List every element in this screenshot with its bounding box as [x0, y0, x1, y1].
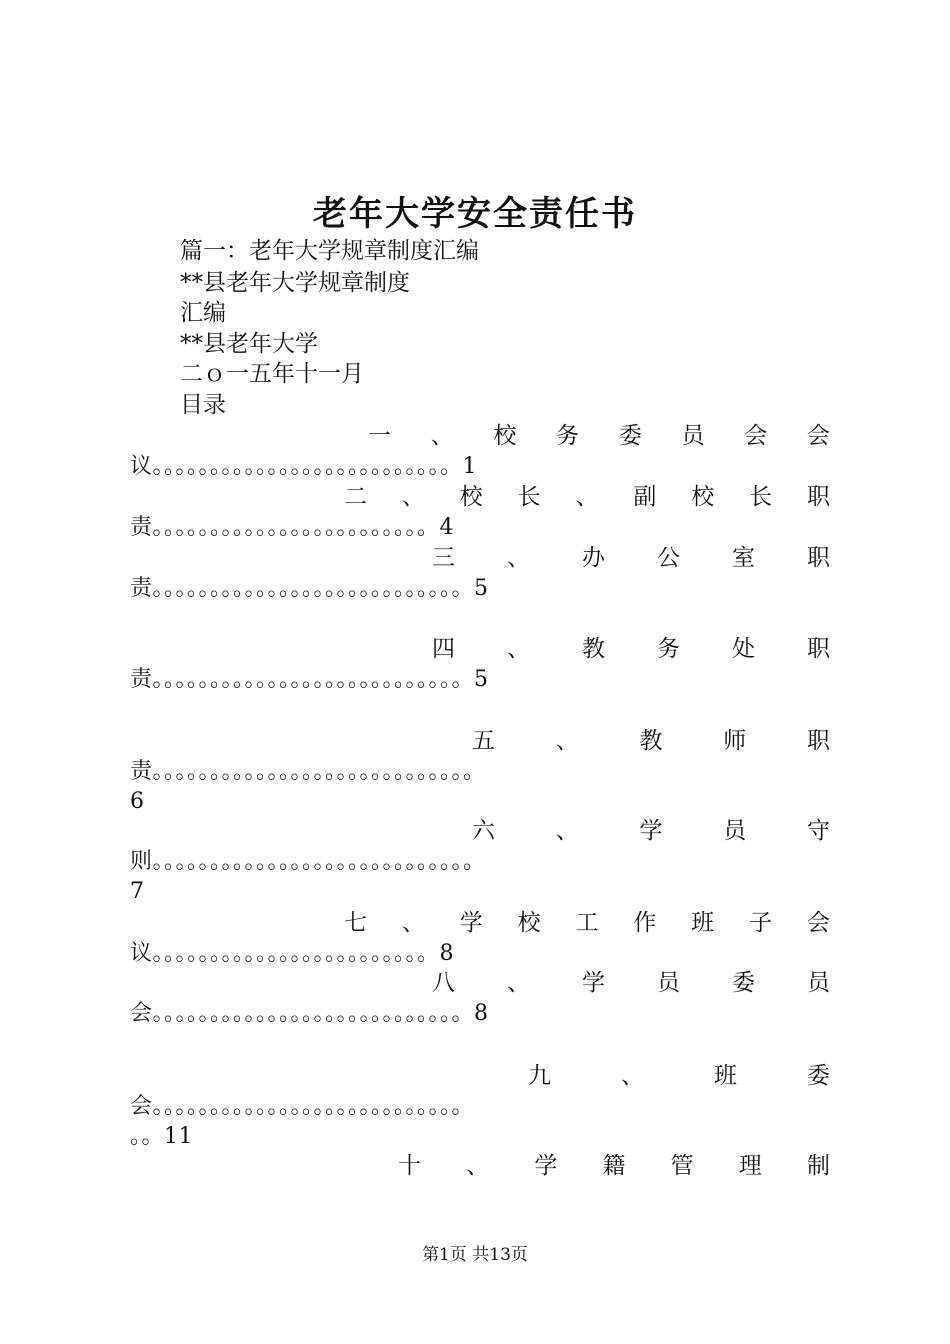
toc-heading-char: 、: [507, 970, 530, 996]
intro-line: 篇一：老年大学规章制度汇编: [180, 238, 479, 264]
toc-heading-char: 员: [657, 970, 680, 996]
toc-heading-char: 校: [517, 910, 541, 936]
toc-entry-heading: [432, 543, 830, 573]
toc-heading-char: 工: [575, 910, 599, 936]
toc-heading-char: 、: [555, 728, 579, 754]
toc-heading-char: 职: [807, 636, 830, 662]
toc-heading-char: 委: [618, 423, 642, 449]
toc-heading-char: 会: [744, 423, 768, 449]
toc-heading-char: 职: [807, 545, 830, 571]
toc-entry-heading: [344, 482, 830, 512]
toc-entry-heading: [472, 816, 830, 846]
toc-heading-char: 教: [639, 728, 663, 754]
toc-entry-page-number: 7: [130, 879, 145, 904]
toc-heading-char: 七: [344, 910, 367, 936]
toc-heading-char: 籍: [602, 1153, 626, 1179]
toc-heading-char: 、: [507, 636, 530, 662]
toc-heading-char: 制: [806, 1153, 830, 1179]
toc-heading-char: 、: [621, 1063, 644, 1089]
intro-line: 二ｏ一五年十一月: [180, 361, 364, 387]
toc-heading-char: 、: [555, 818, 579, 844]
toc-heading-char: 室: [732, 545, 755, 571]
toc-heading-char: 十: [398, 1153, 421, 1179]
toc-heading-char: 校: [493, 423, 517, 449]
toc-entry-leader: 责。。。。。。。。。。。。。。。。。。。。。。。。。。。。: [130, 759, 486, 784]
toc-heading: 目录: [180, 392, 226, 418]
toc-heading-char: 公: [657, 545, 680, 571]
toc-entry-leader: 则。。。。。。。。。。。。。。。。。。。。。。。。。。。。: [130, 849, 486, 874]
toc-heading-char: 校: [691, 484, 715, 510]
toc-heading-char: 副: [633, 484, 657, 510]
toc-entry-heading: [432, 634, 830, 664]
toc-heading-char: 管: [670, 1153, 694, 1179]
toc-heading-char: 九: [528, 1063, 551, 1089]
toc-heading-char: 会: [807, 910, 830, 936]
toc-heading-char: 委: [732, 970, 755, 996]
toc-entry-heading: [432, 968, 830, 998]
toc-heading-char: 六: [472, 818, 495, 844]
intro-line: 汇编: [180, 300, 226, 326]
toc-heading-char: 教: [582, 636, 605, 662]
toc-heading-char: 作: [633, 910, 657, 936]
toc-heading-char: 会: [806, 423, 830, 449]
toc-heading-char: 八: [432, 970, 455, 996]
toc-heading-char: 员: [723, 818, 747, 844]
toc-heading-char: 、: [507, 545, 530, 571]
toc-heading-char: 务: [657, 636, 680, 662]
toc-heading-char: 三: [432, 545, 455, 571]
intro-line: **县老年大学: [180, 331, 318, 357]
toc-heading-char: 师: [723, 728, 747, 754]
toc-entry-leader: 会。。。。。。。。。。。。。。。。。。。。。。。。。。。8: [130, 1001, 489, 1026]
toc-entry-heading: [344, 908, 830, 938]
toc-heading-char: 长: [517, 484, 541, 510]
toc-heading-char: 委: [807, 1063, 830, 1089]
toc-heading-char: 职: [807, 728, 830, 754]
toc-entry-heading: [398, 1151, 830, 1181]
toc-heading-char: 子: [749, 910, 773, 936]
toc-heading-char: 一: [368, 423, 391, 449]
toc-entry-heading: [368, 421, 830, 451]
toc-heading-char: 五: [472, 728, 495, 754]
toc-entry-page-number: 。。11: [130, 1124, 193, 1149]
toc-heading-char: 、: [430, 423, 454, 449]
page-footer: 第1页 共13页: [422, 1245, 528, 1265]
toc-entry-leader: 议。。。。。。。。。。。。。。。。。。。。。。。。8: [130, 941, 454, 966]
toc-heading-char: 长: [749, 484, 773, 510]
toc-heading-char: 、: [466, 1153, 490, 1179]
toc-heading-char: 学: [639, 818, 663, 844]
toc-heading-char: 四: [432, 636, 455, 662]
toc-heading-char: 班: [691, 910, 715, 936]
toc-heading-char: 学: [582, 970, 605, 996]
toc-heading-char: 职: [807, 484, 830, 510]
toc-heading-char: 务: [556, 423, 580, 449]
toc-heading-char: 、: [575, 484, 599, 510]
toc-entry-heading: [528, 1061, 830, 1091]
toc-heading-char: 守: [807, 818, 830, 844]
toc-entry-leader: 议。。。。。。。。。。。。。。。。。。。。。。。。。。1: [130, 454, 477, 479]
toc-heading-char: 员: [807, 970, 830, 996]
toc-heading-char: 学: [534, 1153, 558, 1179]
toc-heading-char: 班: [714, 1063, 737, 1089]
toc-heading-char: 处: [732, 636, 755, 662]
toc-heading-char: 校: [459, 484, 483, 510]
toc-entry-leader: 会。。。。。。。。。。。。。。。。。。。。。。。。。。。: [130, 1094, 475, 1119]
toc-entry-leader: 责。。。。。。。。。。。。。。。。。。。。。。。。。。。5: [130, 667, 489, 692]
document-title: 老年大学安全责任书: [313, 194, 637, 234]
toc-entry-page-number: 6: [130, 789, 145, 814]
toc-entry-heading: [472, 726, 830, 756]
toc-heading-char: 、: [401, 484, 425, 510]
toc-heading-char: 二: [344, 484, 367, 510]
toc-heading-char: 、: [401, 910, 425, 936]
toc-heading-char: 员: [681, 423, 705, 449]
intro-line: **县老年大学规章制度: [180, 270, 410, 296]
toc-heading-char: 学: [459, 910, 483, 936]
toc-entry-leader: 责。。。。。。。。。。。。。。。。。。。。。。。。。。。5: [130, 576, 489, 601]
toc-heading-char: 办: [582, 545, 605, 571]
toc-entry-leader: 责。。。。。。。。。。。。。。。。。。。。。。。。4: [130, 515, 454, 540]
toc-heading-char: 理: [738, 1153, 762, 1179]
